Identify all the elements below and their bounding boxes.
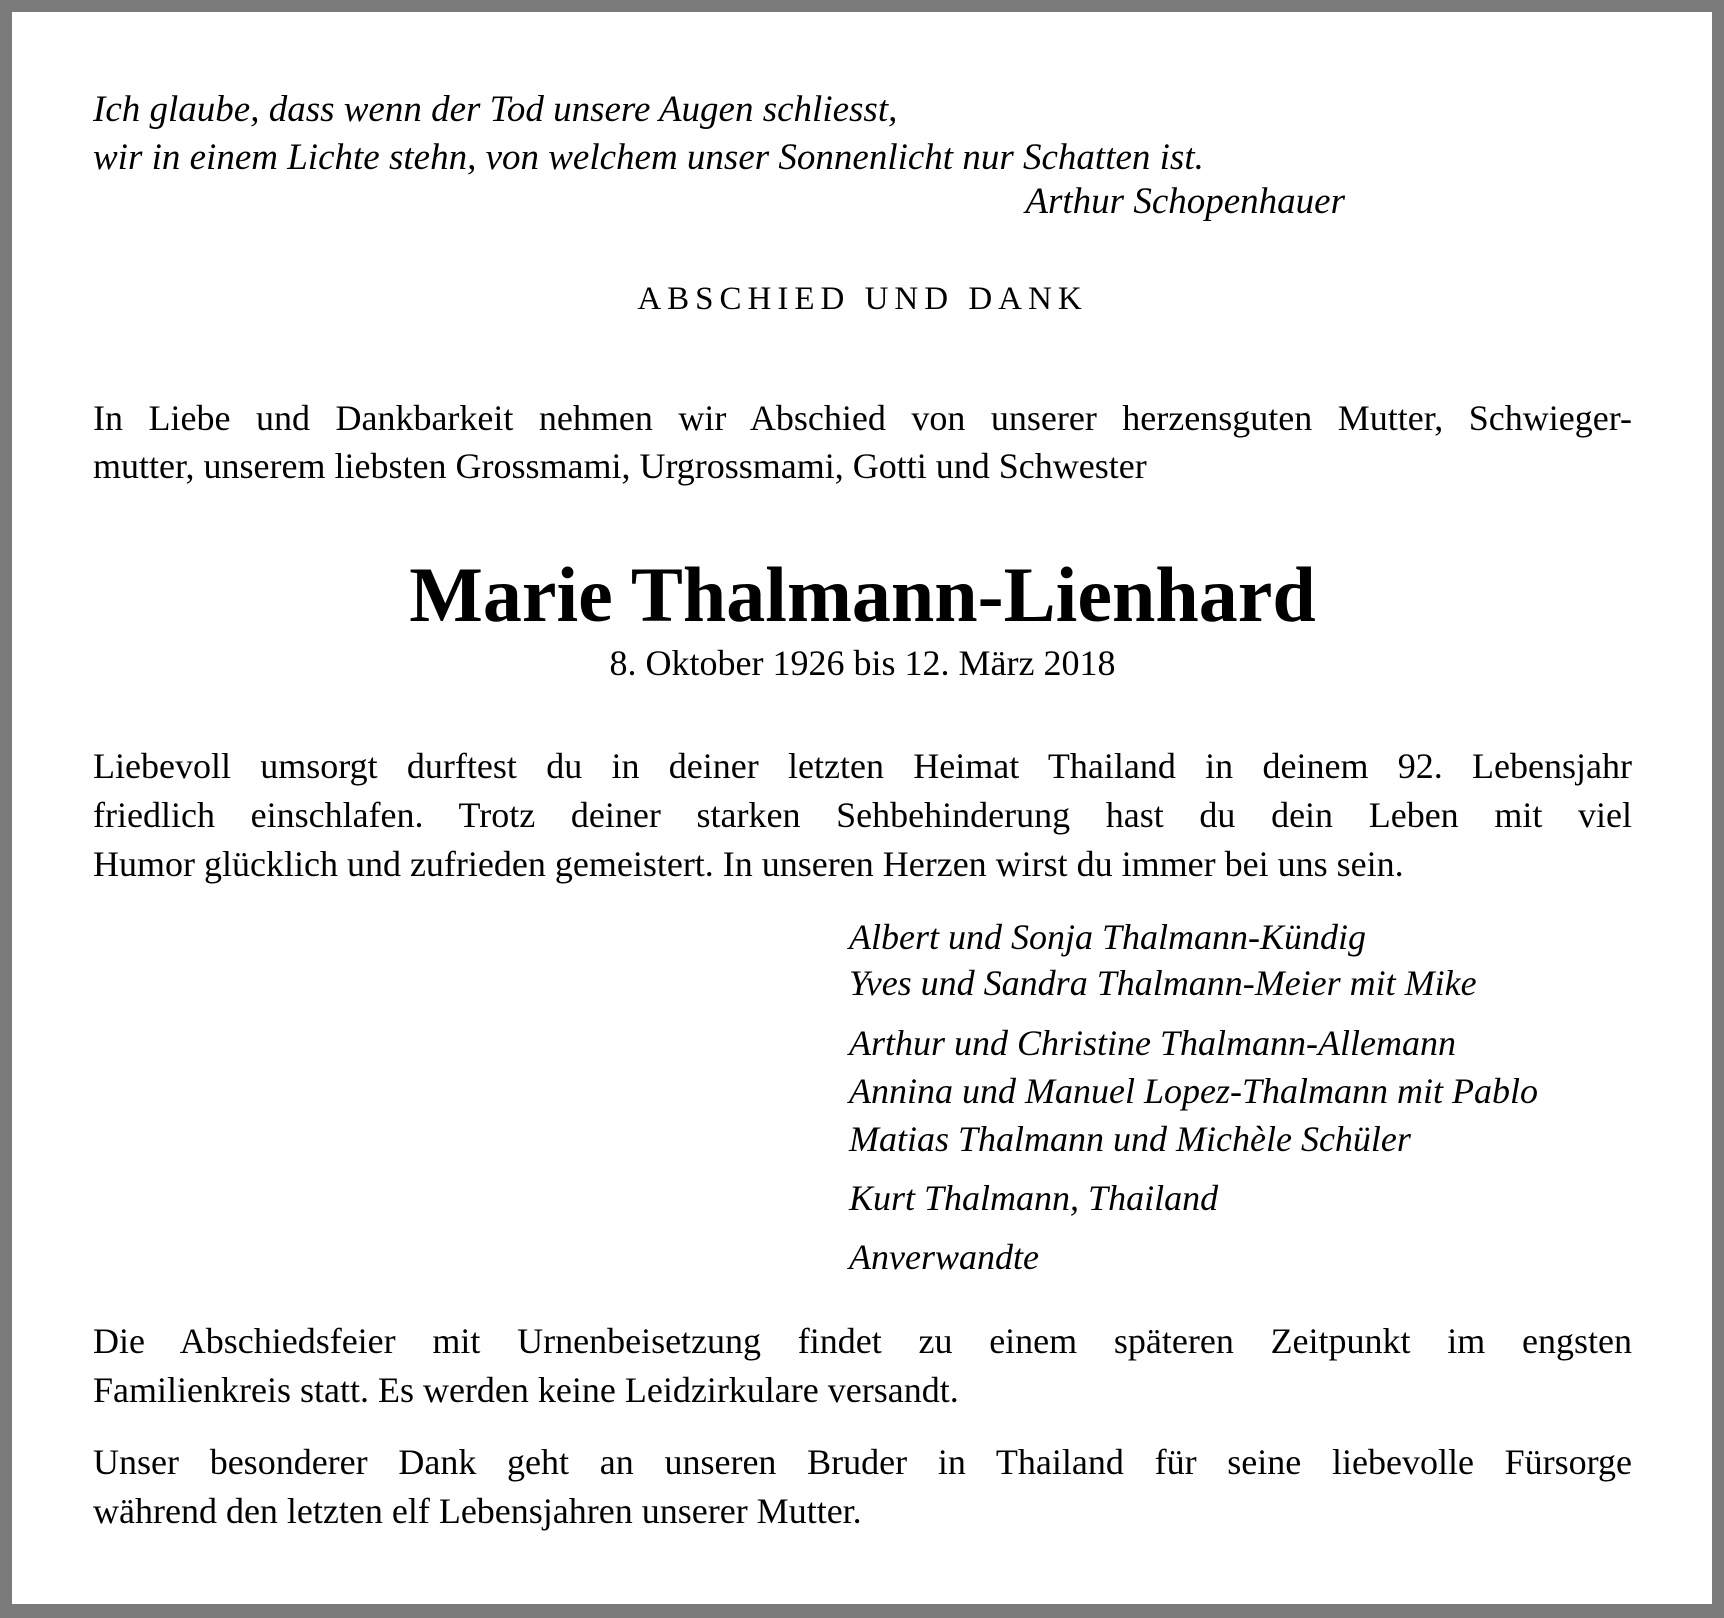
quote-line: wir in einem Lichte stehn, von welchem unser Sonnenlicht nur Schatten ist. <box>93 137 1204 178</box>
paragraph-3 <box>93 1438 1632 1536</box>
paragraph-line: Unser besonderer Dank geht an unseren Bruder in Thailand für seine liebevolle Fürsorge <box>93 1442 1632 1482</box>
obituary-page <box>12 12 1712 1604</box>
paragraph-line: friedlich einschlafen. Trotz deiner starken Sehbehinderung hast du dein Leben mit viel <box>93 795 1632 835</box>
life-dates: 8. Oktober 1926 bis 12. März 2018 <box>609 643 1116 683</box>
intro-line: mutter, unserem liebsten Grossmami, Urgrossmami, Gotti und Schwester <box>93 446 1147 486</box>
paragraph-line: während den letzten elf Lebensjahren unserer Mutter. <box>93 1491 862 1531</box>
quote <box>93 86 1632 182</box>
intro <box>93 394 1632 490</box>
signer-group <box>849 1175 1218 1221</box>
signer: Anverwandte <box>849 1237 1039 1277</box>
heading: ABSCHIED UND DANK <box>637 281 1088 317</box>
signer: Kurt Thalmann, Thailand <box>849 1178 1219 1218</box>
paragraph-line: Familienkreis statt. Es werden keine Leidzirkulare versandt. <box>93 1370 959 1410</box>
paragraph-1 <box>93 742 1632 889</box>
paragraph-line: Humor glücklich und zufrieden gemeistert. In unseren Herzen wirst du immer bei uns sein. <box>93 844 1404 884</box>
quote-line: Ich glaube, dass wenn der Tod unsere Augen schliesst, <box>93 89 898 130</box>
signer: Arthur und Christine Thalmann-Allemann <box>849 1023 1457 1063</box>
signer-group <box>849 914 1477 1006</box>
quote-author: Arthur Schopenhauer <box>1025 181 1345 222</box>
signer: Annina und Manuel Lopez-Thalmann mit Pablo <box>849 1071 1538 1111</box>
signer: Matias Thalmann und Michèle Schüler <box>849 1119 1411 1159</box>
signer: Albert und Sonja Thalmann-Kündig <box>849 917 1367 957</box>
signer: Yves und Sandra Thalmann-Meier mit Mike <box>849 963 1477 1003</box>
paragraph-line: Liebevoll umsorgt durftest du in deiner letzten Heimat Thailand in deinem 92. Lebensjahr <box>93 746 1632 786</box>
intro-line: In Liebe und Dankbarkeit nehmen wir Abschied von unserer herzensguten Mutter, Schwieger- <box>93 398 1632 438</box>
signer-group <box>849 1019 1538 1163</box>
paragraph-line: Die Abschiedsfeier mit Urnenbeisetzung findet zu einem späteren Zeitpunkt im engsten <box>93 1321 1632 1361</box>
signer-group <box>849 1234 1039 1280</box>
deceased-name: Marie Thalmann-Lienhard <box>409 551 1316 638</box>
paragraph-2 <box>93 1317 1632 1415</box>
